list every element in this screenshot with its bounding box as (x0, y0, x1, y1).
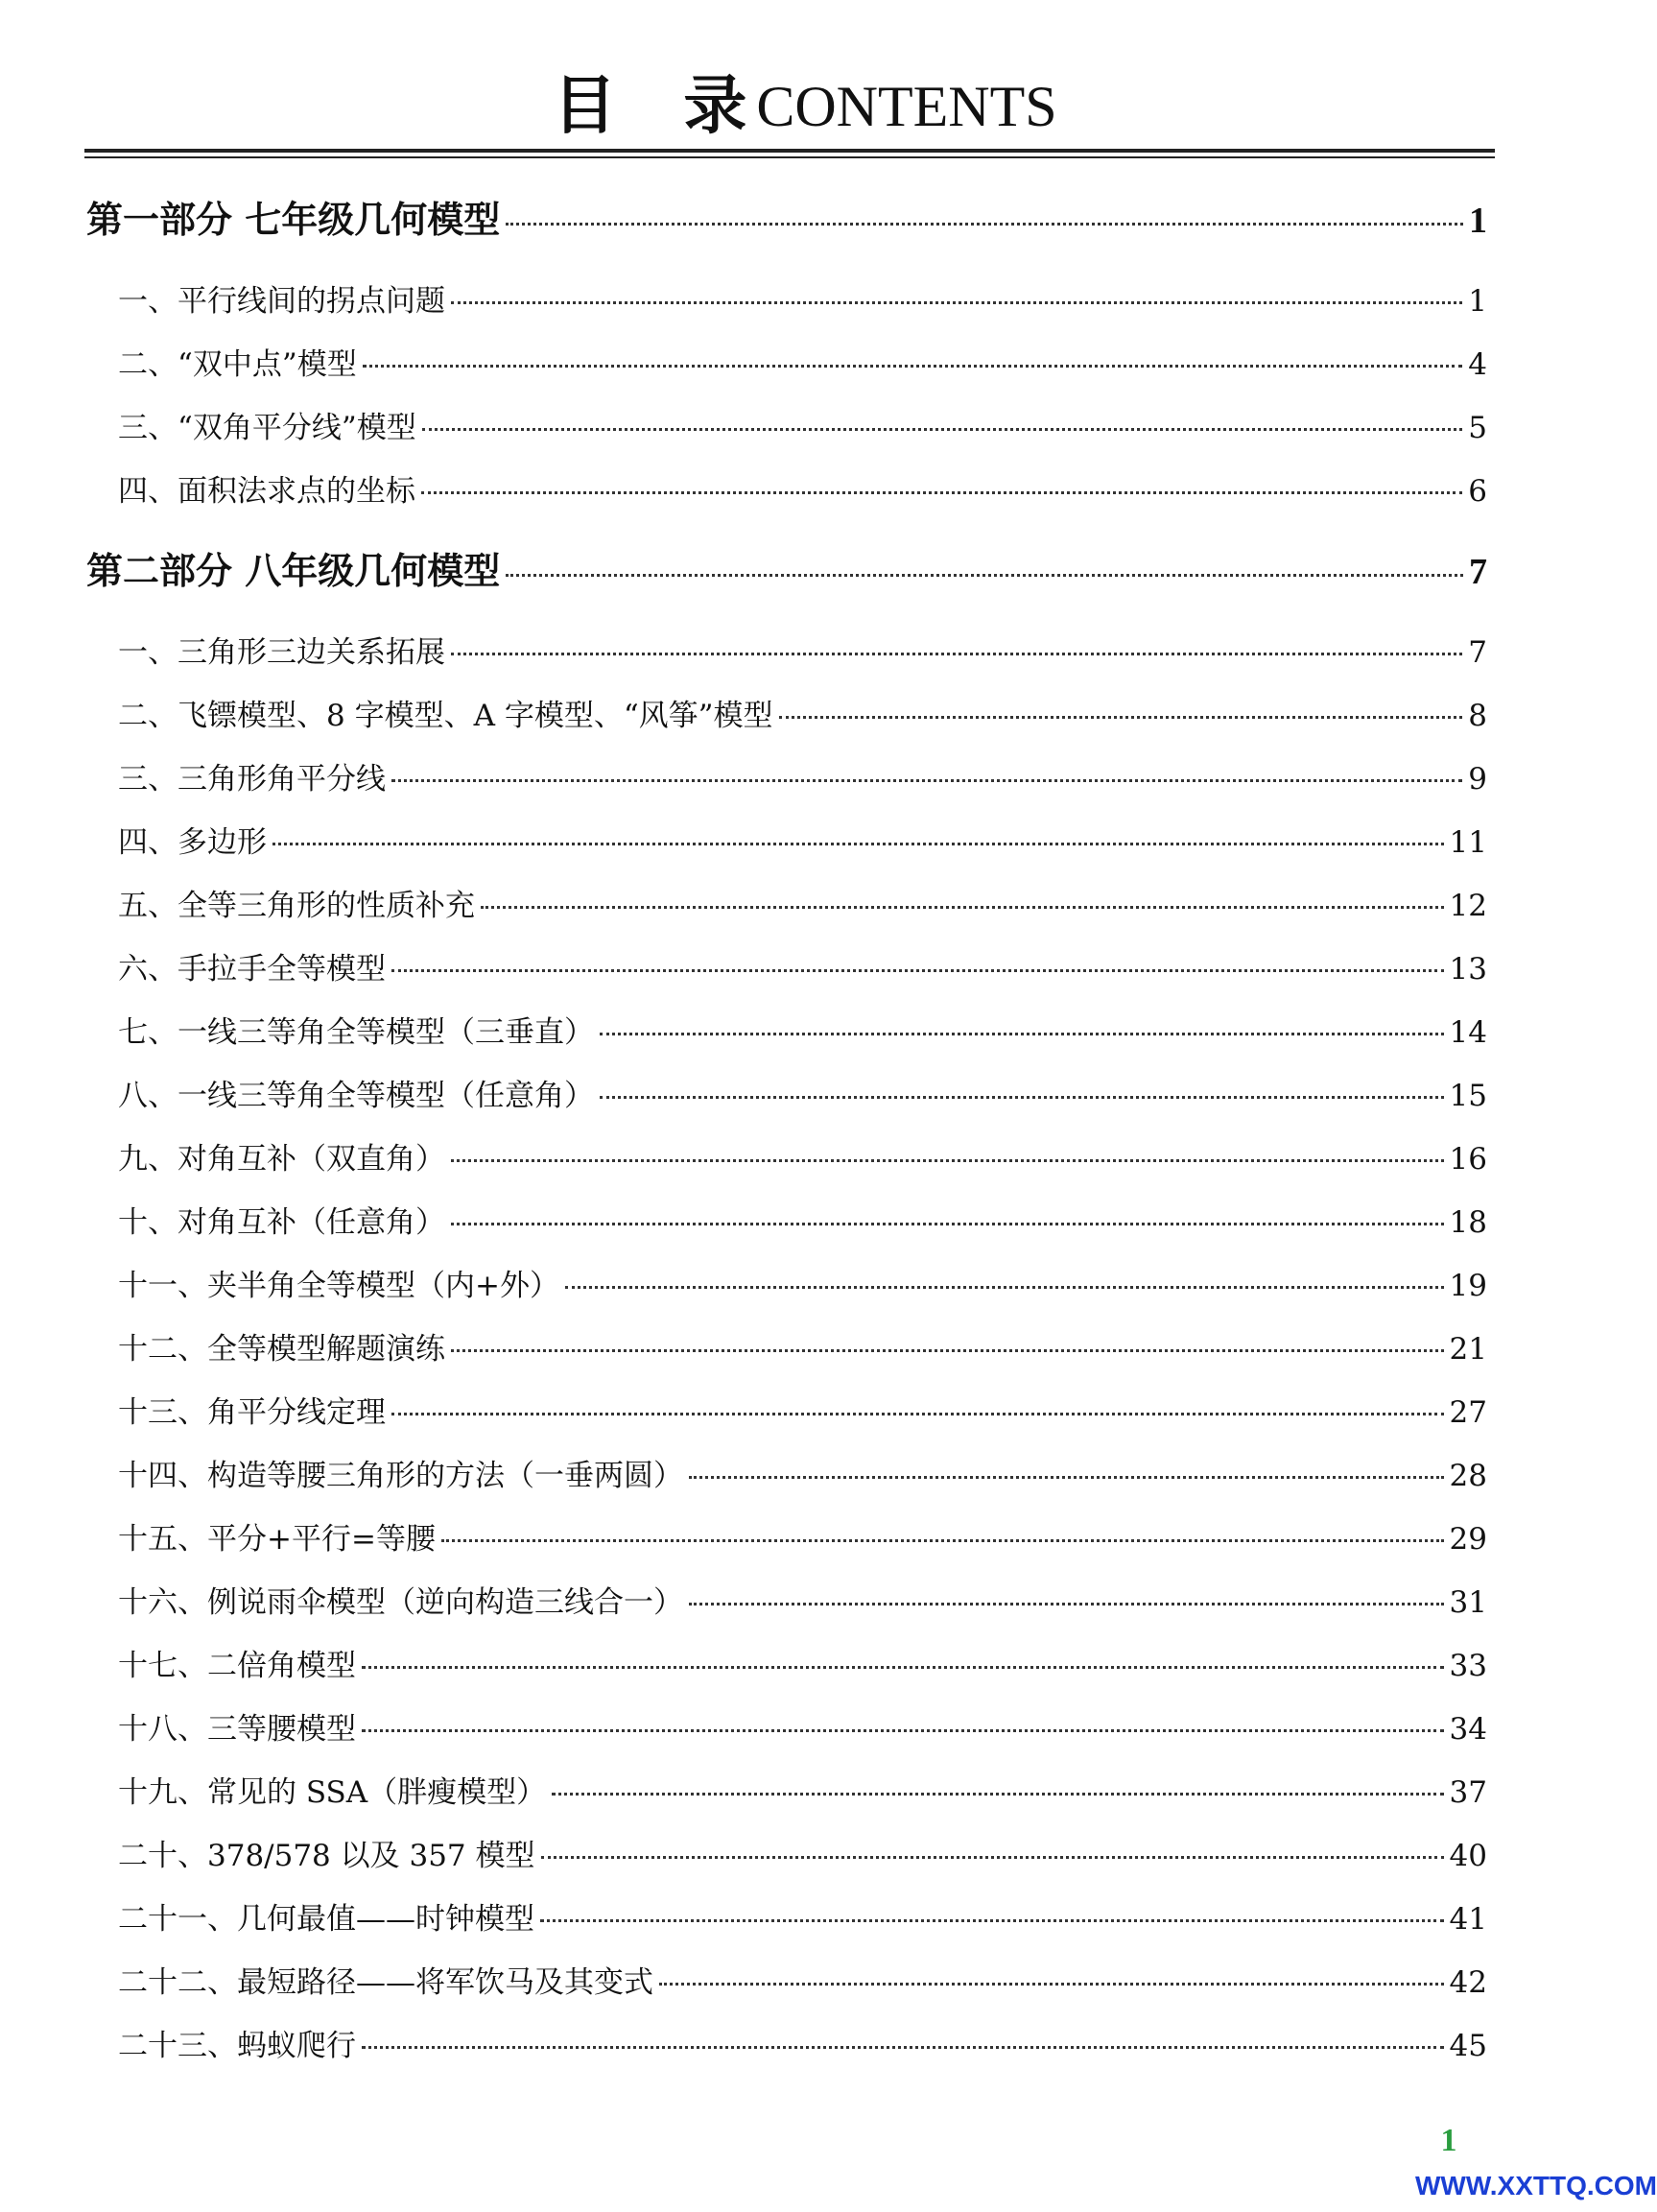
dot-leader (600, 1095, 1444, 1099)
toc-entry[interactable] (118, 403, 1487, 446)
toc-entry[interactable] (118, 1198, 1487, 1241)
toc-part-label: 第二部分 八年级几何模型 (86, 550, 501, 592)
toc-entry-label: 十五、平分+平行=等腰 (118, 1522, 436, 1557)
toc-entry-label: 十六、例说雨伞模型（逆向构造三线合一） (118, 1585, 683, 1620)
toc-entry[interactable] (118, 340, 1487, 383)
dot-leader (451, 1348, 1444, 1352)
dot-leader (362, 1728, 1444, 1732)
dot-leader (600, 1032, 1444, 1035)
toc-page-number: 31 (1449, 1585, 1487, 1620)
dot-leader (481, 905, 1444, 909)
title-chinese: 目录 (553, 68, 815, 143)
toc-entry[interactable] (118, 1261, 1487, 1304)
dot-leader (422, 427, 1463, 431)
toc-page-number: 16 (1449, 1142, 1487, 1177)
toc-page-number: 18 (1449, 1205, 1487, 1240)
toc-entry-label: 二十二、最短路径——将军饮马及其变式 (118, 1965, 653, 2000)
toc-page-number: 11 (1449, 825, 1487, 860)
toc-entry-label: 三、“双角平分线”模型 (118, 411, 416, 445)
toc-entry-label: 十三、角平分线定理 (118, 1395, 386, 1430)
toc-page-number: 14 (1449, 1015, 1487, 1050)
toc-entry-label: 十二、全等模型解题演练 (118, 1332, 445, 1367)
toc-entry-label: 二十三、蚂蚁爬行 (118, 2029, 356, 2063)
toc-entry[interactable] (118, 466, 1487, 510)
toc-entry[interactable] (118, 1514, 1487, 1558)
toc-entry[interactable] (118, 944, 1487, 987)
toc-entry-label: 十四、构造等腰三角形的方法（一垂两圆） (118, 1459, 683, 1493)
toc-entry-label: 七、一线三等角全等模型（三垂直） (118, 1015, 594, 1050)
toc-entry[interactable] (118, 1324, 1487, 1368)
header-rule-thick (84, 149, 1495, 153)
dot-leader (552, 1792, 1443, 1796)
toc-entry[interactable] (118, 2021, 1487, 2064)
toc-entry-label: 十八、三等腰模型 (118, 1712, 356, 1747)
site-watermark: WWW.XXTTQ.COM (1415, 2171, 1657, 2200)
toc-page-number: 27 (1449, 1395, 1487, 1430)
dot-leader (272, 842, 1444, 845)
toc-entry-label: 八、一线三等角全等模型（任意角） (118, 1079, 594, 1113)
toc-page-number: 6 (1468, 474, 1487, 509)
toc-entry[interactable] (118, 1958, 1487, 2001)
toc-page-number: 4 (1468, 347, 1487, 382)
dot-leader (362, 1665, 1444, 1669)
dot-leader (565, 1285, 1444, 1289)
toc-entry[interactable] (118, 1134, 1487, 1177)
toc-entry[interactable] (118, 1768, 1487, 1811)
dot-leader (363, 364, 1463, 368)
toc-entry-label: 十一、夹半角全等模型（内+外） (118, 1269, 559, 1303)
dot-leader (659, 1982, 1444, 1986)
toc-page-number: 7 (1468, 635, 1487, 670)
dot-leader (779, 715, 1463, 719)
dot-leader (391, 778, 1462, 782)
toc-entry-label: 十九、常见的 SSA（胖瘦模型） (118, 1775, 547, 1810)
dot-leader (451, 1158, 1444, 1162)
toc-page-number: 34 (1449, 1712, 1487, 1747)
toc-entry-label: 六、手拉手全等模型 (118, 952, 386, 987)
toc-page-number: 19 (1449, 1269, 1487, 1303)
toc-entry-label: 九、对角互补（双直角） (118, 1142, 445, 1177)
toc-entry[interactable] (118, 881, 1487, 924)
dot-leader (391, 1412, 1444, 1415)
toc-page-number: 37 (1449, 1775, 1487, 1810)
toc-entry-label: 二、飞镖模型、8 字模型、A 字模型、“风筝”模型 (118, 699, 773, 733)
toc-entry[interactable] (118, 1704, 1487, 1748)
toc-page-number: 40 (1449, 1839, 1487, 1873)
toc-entry-label: 五、全等三角形的性质补充 (118, 889, 475, 923)
toc-entry[interactable] (118, 276, 1487, 320)
toc-part[interactable] (86, 190, 1487, 243)
dot-leader (689, 1602, 1444, 1605)
toc-entry[interactable] (118, 1578, 1487, 1621)
toc-entry-label: 二十、378/578 以及 357 模型 (118, 1839, 535, 1873)
dot-leader (506, 573, 1463, 577)
toc-page-number: 33 (1449, 1649, 1487, 1683)
dot-leader (541, 1855, 1444, 1859)
dot-leader (362, 2045, 1444, 2049)
header-rule-thin (84, 156, 1495, 158)
dot-leader (451, 1222, 1444, 1225)
dot-leader (451, 300, 1462, 304)
toc-page-number: 8 (1468, 699, 1487, 733)
toc-entry[interactable] (118, 1894, 1487, 1938)
toc-entry[interactable] (118, 818, 1487, 861)
toc-entry-label: 十七、二倍角模型 (118, 1649, 356, 1683)
toc-entry-label: 四、面积法求点的坐标 (118, 474, 415, 509)
dot-leader (540, 1918, 1444, 1922)
toc-page-number: 28 (1449, 1459, 1487, 1493)
toc-page-number: 13 (1449, 952, 1487, 987)
dot-leader (421, 490, 1462, 494)
toc-part-label: 第一部分 七年级几何模型 (86, 199, 501, 241)
toc-page-number: 5 (1468, 411, 1487, 445)
toc-entry[interactable] (118, 1388, 1487, 1431)
toc-entry[interactable] (118, 1641, 1487, 1684)
toc-entry[interactable] (118, 1831, 1487, 1874)
toc-entry-label: 四、多边形 (118, 825, 267, 860)
toc-entry-label: 三、三角形角平分线 (118, 762, 386, 797)
toc-entry-label: 二十一、几何最值——时钟模型 (118, 1902, 534, 1937)
toc-page-number: 12 (1449, 889, 1487, 923)
footer-page-number: 1 (1440, 2123, 1457, 2158)
toc-entry[interactable] (118, 1451, 1487, 1494)
dot-leader (451, 652, 1462, 655)
toc-entry-label: 二、“双中点”模型 (118, 347, 357, 382)
toc-entry[interactable] (118, 628, 1487, 671)
toc-header (0, 67, 1610, 144)
toc-page-number: 1 (1468, 284, 1487, 319)
dot-leader (391, 968, 1444, 972)
dot-leader (689, 1475, 1444, 1479)
toc-page-number: 29 (1449, 1522, 1487, 1557)
toc-page-number: 42 (1449, 1965, 1487, 2000)
toc-entry-label: 一、三角形三边关系拓展 (118, 635, 445, 670)
toc-page-number: 45 (1449, 2029, 1487, 2063)
toc-page-number: 21 (1449, 1332, 1487, 1367)
toc-page-number: 15 (1449, 1079, 1487, 1113)
dot-leader (506, 222, 1463, 226)
toc-page-number: 41 (1449, 1902, 1487, 1937)
toc-part[interactable] (86, 541, 1487, 594)
toc-entry-label: 十、对角互补（任意角） (118, 1205, 445, 1240)
toc-entry[interactable] (118, 754, 1487, 797)
title-english: CONTENTS (756, 74, 1057, 138)
toc-page-number: 9 (1468, 762, 1487, 797)
toc-page-number: 7 (1469, 552, 1487, 592)
toc-entry-label: 一、平行线间的拐点问题 (118, 284, 445, 319)
dot-leader (441, 1538, 1444, 1542)
toc-entry[interactable] (118, 1071, 1487, 1114)
toc-entry[interactable] (118, 691, 1487, 734)
toc-page-number: 1 (1469, 201, 1487, 241)
toc-entry[interactable] (118, 1008, 1487, 1051)
